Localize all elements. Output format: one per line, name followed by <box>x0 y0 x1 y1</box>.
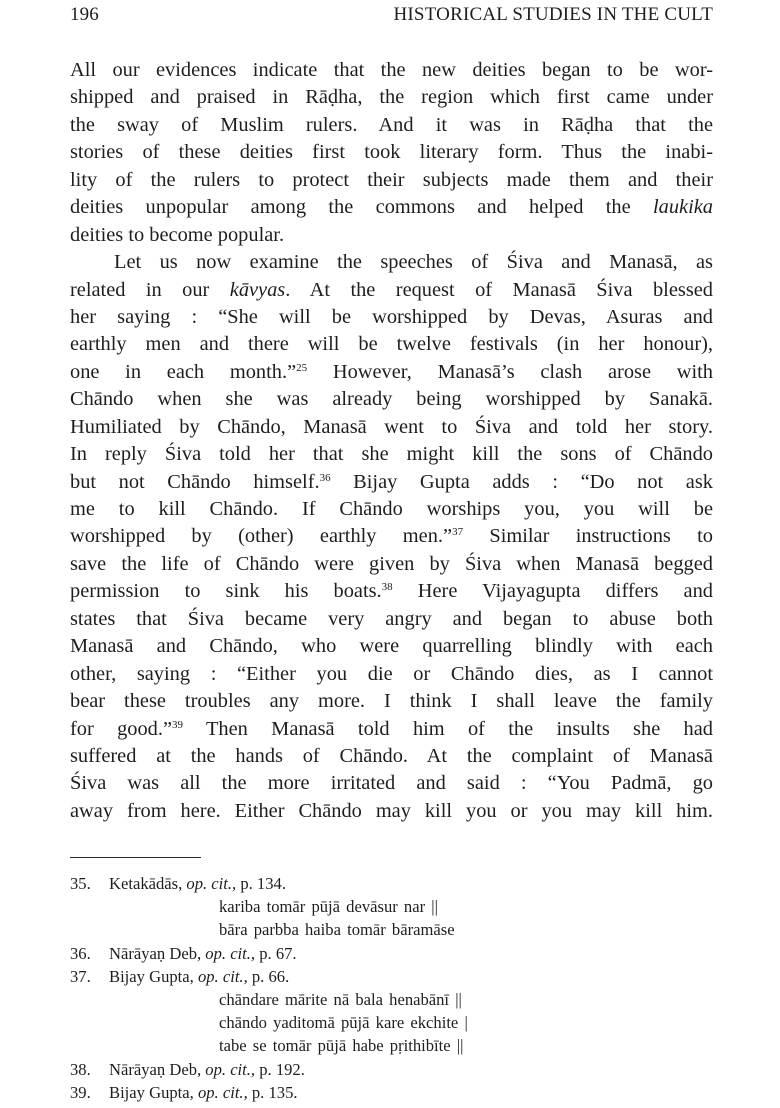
body-line: earthly men and there will be twelve festivals (in her honour), <box>70 333 713 356</box>
body-line: stories of these deities first took literary form. Thus the inabi- <box>70 141 713 164</box>
body-line: All our evidences indicate that the new deities began to be wor- <box>70 59 713 81</box>
body-line <box>70 359 713 386</box>
footnote-page: p. 67. <box>255 943 297 963</box>
footnote-page: p. 66. <box>247 966 290 986</box>
footnote-separator-rule <box>70 857 201 858</box>
footnote-number: 36. <box>70 943 91 963</box>
footnote-verse-line <box>70 918 713 941</box>
footnotes <box>70 872 713 1104</box>
footnote-citation <box>109 1058 305 1081</box>
body-line: Let us now examine the speeches of Śiva and Manasā, as <box>114 251 713 274</box>
body-line: In reply Śiva told her that she might kill the sons of Chāndo <box>70 443 713 466</box>
footnote-verse-line <box>70 895 713 918</box>
running-head <box>70 4 713 30</box>
body-line: suffered at the hands of Chāndo. At the complaint of Manasā <box>70 744 713 767</box>
text-run: for good.” <box>70 717 173 740</box>
text-run: permission to sink his boats. <box>70 580 382 603</box>
body-line: me to kill Chāndo. If Chāndo worships you, you will be <box>70 498 713 520</box>
footnote-line <box>70 965 713 988</box>
footnote-author: Bijay Gupta, <box>109 1082 198 1102</box>
body-line <box>70 277 713 304</box>
footnote-citation <box>109 942 297 965</box>
text-run: but not Chāndo himself. <box>70 470 320 493</box>
footnote-number: 37. <box>70 966 91 986</box>
footnote-author: Ketakādās, <box>109 874 187 893</box>
footnote-opcit: op. cit., <box>197 966 248 986</box>
body-line: away from here. Either Chāndo may kill you or you may kill him. <box>70 799 713 822</box>
verse-text: bāra parbba haiba tomār bāramāse <box>219 920 455 940</box>
body-line: Chāndo when she was already being worshipped by Sanakā. <box>70 388 713 411</box>
footnote-citation <box>109 965 289 988</box>
running-head-title: HISTORICAL STUDIES IN THE CULT <box>393 4 713 25</box>
text-run: However, Manasā’s clash arose with <box>307 360 714 383</box>
body-line: bear these troubles any more. I think I shall leave the family <box>70 690 713 713</box>
body-line <box>70 716 713 743</box>
text-run: one in each month.” <box>70 360 297 383</box>
footnote-number: 38. <box>70 1059 91 1079</box>
text-run: . At the request of Manasā Śiva blessed <box>285 278 713 301</box>
body-text <box>70 57 713 825</box>
italic-term: laukika <box>652 196 713 219</box>
body-line: Manasā and Chāndo, who were quarrelling blindly with each <box>70 635 713 658</box>
body-line: shipped and praised in Rāḍha, the region which first came under <box>70 86 713 109</box>
body-line <box>70 523 713 550</box>
body-line: Humiliated by Chāndo, Manasā went to Śiva and told her story. <box>70 415 713 438</box>
footnote-ref: 36 <box>319 471 331 484</box>
body-line: the sway of Muslim rulers. And it was in Rāḍha that the <box>70 113 713 136</box>
footnote-opcit: op. cit., <box>205 1059 256 1079</box>
body-line: deities to become popular. <box>70 223 285 246</box>
footnote-line <box>70 872 713 895</box>
footnote-line <box>70 1081 713 1104</box>
body-line <box>70 578 713 605</box>
text-run: related in our <box>70 278 230 301</box>
footnote-ref: 25 <box>296 361 308 374</box>
text-run: Bijay Gupta adds : “Do not ask <box>330 470 713 493</box>
footnote-opcit: op. cit., <box>186 874 237 893</box>
body-line: lity of the rulers to protect their subjects made them and their <box>70 168 713 191</box>
text-run: Then Manasā told him of the insults she had <box>183 717 713 740</box>
text-run: deities unpopular among the commons and helped the <box>70 196 653 219</box>
verse-text: tabe se tomār pūjā habe pṛithibīte || <box>219 1036 464 1056</box>
footnote-opcit: op. cit., <box>197 1082 248 1102</box>
footnote-number: 39. <box>70 1082 91 1102</box>
footnote-verse-line <box>70 1034 713 1057</box>
footnote-citation <box>109 1081 298 1104</box>
footnote-ref: 38 <box>381 581 393 594</box>
footnote-line <box>70 942 713 965</box>
text-run: worshipped by (other) earthly men.” <box>70 525 453 548</box>
footnote-page: p. 135. <box>247 1082 298 1102</box>
body-line: states that Śiva became very angry and began to abuse both <box>70 607 713 630</box>
verse-text: kariba tomār pūjā devāsur nar || <box>219 897 438 917</box>
text-run: Similar instructions to <box>463 525 713 548</box>
footnote-page: p. 134. <box>236 874 286 893</box>
verse-text: chāndo yaditomā pūjā kare ekchite | <box>219 1013 468 1033</box>
footnote-verse-line <box>70 1011 713 1034</box>
page-number: 196 <box>70 4 99 25</box>
footnote-ref: 39 <box>172 718 184 731</box>
body-line <box>70 469 713 496</box>
footnote-verse-line <box>70 988 713 1011</box>
body-line: save the life of Chāndo were given by Śiva when Manasā begged <box>70 552 713 575</box>
footnote-number: 35. <box>70 874 91 893</box>
body-line: Śiva was all the more irritated and said : “You Padmā, go <box>70 772 713 795</box>
body-line: her saying : “She will be worshipped by Devas, Asuras and <box>70 305 713 328</box>
footnote-opcit: op. cit., <box>205 943 256 963</box>
footnote-page: p. 192. <box>255 1059 305 1079</box>
body-line: other, saying : “Either you die or Chāndo dies, as I cannot <box>70 662 713 685</box>
footnote-citation <box>109 872 286 895</box>
body-line <box>70 194 713 221</box>
footnote-author: Nārāyaṇ Deb, <box>109 1059 206 1079</box>
verse-text: chāndare mārite nā bala henabānī || <box>219 989 462 1009</box>
footnote-author: Bijay Gupta, <box>109 966 198 986</box>
footnote-line <box>70 1058 713 1081</box>
footnote-author: Nārāyaṇ Deb, <box>109 943 206 963</box>
text-run: Here Vijayagupta differs and <box>392 580 713 603</box>
footnote-ref: 37 <box>452 526 464 539</box>
italic-term: kāvyas <box>229 278 286 301</box>
